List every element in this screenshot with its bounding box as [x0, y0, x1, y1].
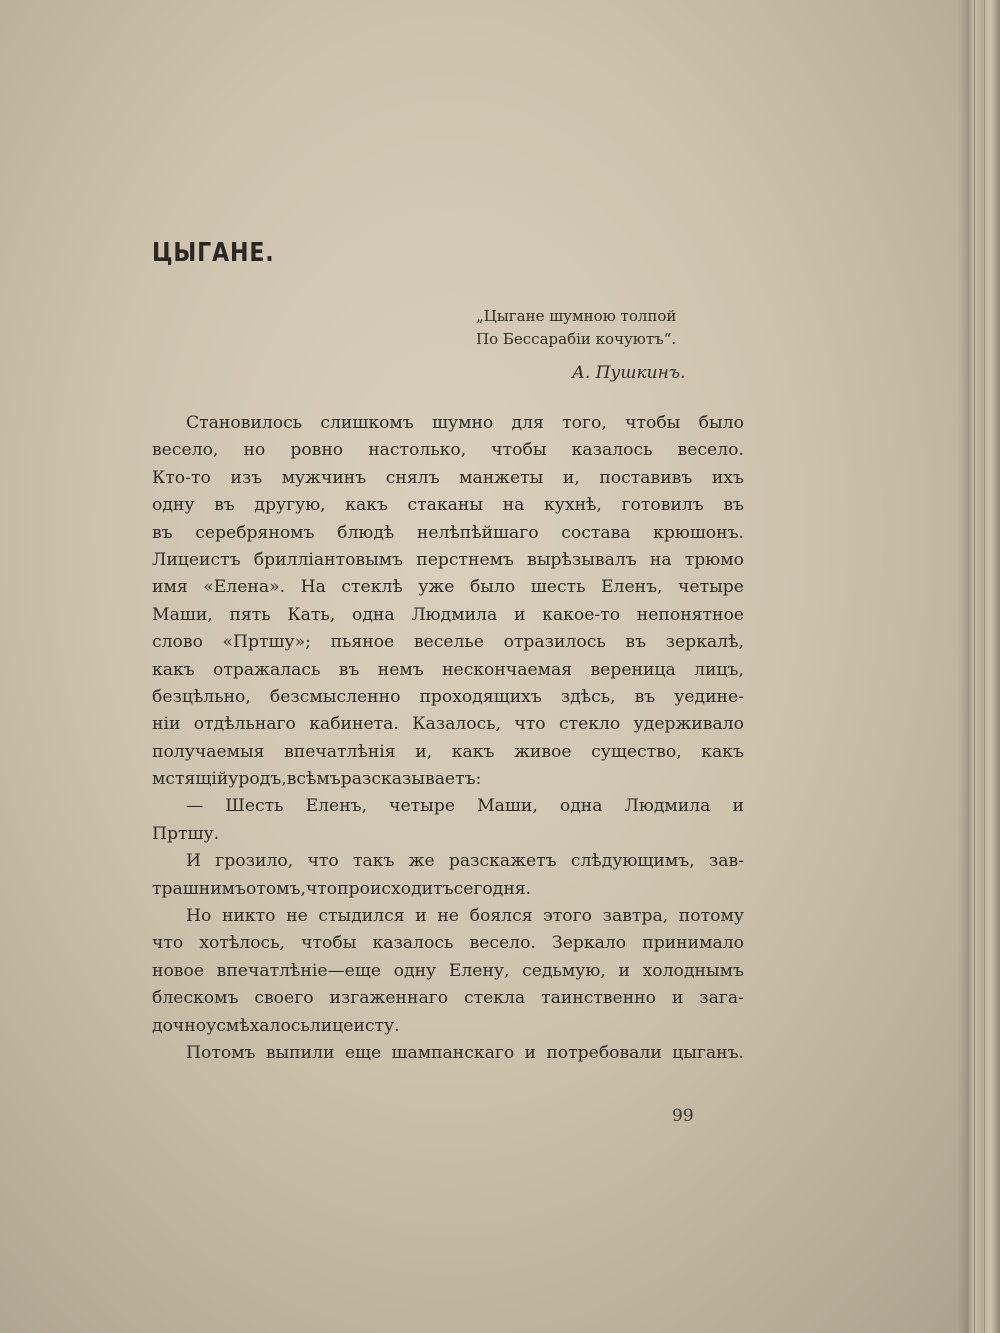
word: Становилось: [186, 413, 303, 433]
word: было: [698, 413, 744, 433]
epigraph-author: А. Пушкинъ.: [572, 363, 686, 383]
word: что: [305, 878, 338, 899]
word: шумно: [432, 413, 494, 433]
text-line: [152, 985, 744, 1012]
word: какое-то: [542, 604, 621, 625]
word: и: [524, 1042, 536, 1063]
word: И: [186, 851, 201, 872]
word: и: [415, 906, 427, 927]
text-line: [152, 520, 744, 547]
word: четыре: [389, 796, 456, 817]
word: еще: [344, 1042, 382, 1063]
word: что: [307, 851, 339, 872]
word: Кто-то: [152, 467, 211, 488]
word: трюмо: [684, 549, 744, 570]
word: въ: [214, 495, 235, 516]
word: весело,: [152, 440, 219, 461]
word: слѣдующимъ,: [570, 851, 695, 872]
word: дочно: [152, 1015, 207, 1036]
word: въ: [634, 686, 656, 707]
word: седьмую,: [522, 960, 606, 981]
word: и,: [415, 741, 433, 762]
word: отразилось: [503, 632, 606, 653]
word: шампанскаго: [391, 1042, 515, 1063]
word: происходитъ: [337, 878, 454, 899]
word: сегодня.: [453, 878, 532, 899]
text-line: [152, 958, 744, 985]
text-line: [152, 739, 744, 766]
word: уже: [418, 577, 455, 598]
word: живое: [514, 741, 572, 762]
word: Но: [186, 906, 212, 927]
word: что: [514, 714, 546, 735]
word: Шесть: [225, 796, 284, 817]
text-line: [152, 657, 744, 684]
page-stack-edge: [968, 0, 1000, 1333]
word: весело.: [469, 933, 536, 954]
word: же: [408, 851, 435, 872]
word: Еленъ,: [601, 577, 663, 598]
word: ніи: [152, 714, 181, 735]
text-line: [152, 793, 744, 820]
word: существо,: [591, 741, 682, 762]
word: и: [513, 604, 526, 625]
epigraph-line: „Цыгане шумною толпой: [476, 307, 677, 325]
body-text: [152, 410, 744, 1067]
word: шесть: [530, 577, 586, 598]
word: грозило,: [215, 851, 294, 872]
word: Елену,: [448, 960, 510, 981]
word: трашнимъ: [152, 878, 246, 899]
word: Людмила: [624, 796, 711, 817]
word: одну: [152, 495, 195, 516]
word: такъ: [352, 851, 395, 872]
word: Казалось,: [412, 714, 502, 735]
word: немъ: [377, 659, 424, 680]
text-line: [152, 1040, 744, 1067]
word: для: [511, 413, 544, 433]
word: цыганъ.: [672, 1042, 744, 1063]
word: Лицеистъ: [152, 549, 241, 570]
word: того,: [562, 413, 607, 433]
word: и,: [562, 467, 580, 488]
word: блескомъ: [152, 988, 239, 1009]
word: на: [649, 549, 672, 570]
word: таинственно: [541, 988, 656, 1009]
text-line: [152, 848, 744, 875]
word: и: [671, 988, 684, 1009]
word: имя: [152, 577, 188, 598]
word: безсмысленно: [269, 686, 401, 707]
word: другую,: [254, 495, 326, 516]
word: мужчинъ: [281, 467, 367, 488]
word: Маши,: [477, 796, 538, 817]
text-line: [152, 629, 744, 656]
word: стекло: [558, 714, 621, 735]
word: Людмила: [411, 604, 498, 625]
word: казалось: [372, 933, 454, 954]
text-line: [152, 684, 744, 711]
word: одна: [559, 796, 603, 817]
word: Пртшу.: [152, 823, 220, 844]
word: боялся: [469, 906, 533, 927]
word: крюшонъ.: [653, 522, 744, 543]
text-line: [152, 574, 744, 601]
word: получаемыя: [152, 741, 265, 762]
text-line: [152, 711, 744, 738]
word: зав-: [708, 851, 744, 872]
word: Еленъ,: [305, 796, 368, 817]
word: на: [502, 495, 525, 516]
word: Зеркало: [552, 933, 627, 954]
word: всѣмъ: [286, 769, 341, 790]
word: уродъ,: [228, 769, 287, 790]
word: стыдился: [318, 906, 405, 927]
word: въ: [723, 495, 744, 516]
text-line: [152, 492, 744, 519]
word: не: [437, 906, 459, 927]
word: впечатлѣнія: [284, 741, 396, 762]
word: казалось: [571, 440, 653, 461]
word: слово: [152, 632, 203, 653]
word: пять: [229, 604, 271, 625]
word: какъ: [701, 741, 744, 762]
word: кухнѣ,: [544, 495, 602, 516]
word: въ: [338, 659, 360, 680]
word: въ: [625, 632, 647, 653]
word: новое: [152, 960, 204, 981]
word: какъ: [345, 495, 388, 516]
word: вереница: [590, 659, 676, 680]
word: готовилъ: [621, 495, 704, 516]
word: какъ: [152, 659, 195, 680]
word: вырѣзывалъ: [527, 549, 637, 570]
text-line: [152, 1013, 744, 1040]
word: ровно: [290, 440, 344, 461]
word: чтобы: [625, 413, 681, 433]
text-line: [152, 410, 744, 437]
word: Потомъ: [186, 1042, 256, 1063]
chapter-title: ЦЫГАНЕ.: [152, 238, 275, 268]
epigraph-line: По Бессарабіи кочуютъ“.: [476, 330, 677, 348]
word: изъ: [230, 467, 263, 488]
word: непонятное: [636, 604, 744, 625]
word: потребовали: [546, 1042, 662, 1063]
word: о: [245, 878, 257, 899]
page-number: 99: [672, 1106, 694, 1126]
word: серебряномъ: [195, 522, 315, 543]
word: проходящихъ: [419, 686, 542, 707]
word: никто: [221, 906, 276, 927]
word: поставивъ: [599, 467, 693, 488]
word: что: [152, 933, 184, 954]
word: и: [618, 960, 630, 981]
word: уедине-: [674, 686, 744, 707]
word: одну: [393, 960, 437, 981]
word: не: [286, 906, 308, 927]
word: зага-: [699, 988, 744, 1009]
text-line: [152, 437, 744, 464]
word: лицъ,: [694, 659, 744, 680]
word: отражалась: [213, 659, 321, 680]
text-line: [152, 547, 744, 574]
text-line: [152, 821, 744, 848]
word: снялъ: [385, 467, 440, 488]
word: потому: [678, 906, 744, 927]
word: въ: [152, 522, 173, 543]
text-line: [152, 766, 744, 793]
word: но: [243, 440, 266, 461]
word: чтобы: [491, 440, 547, 461]
word: изгаженнаго: [329, 988, 449, 1009]
word: своего: [254, 988, 314, 1009]
word: отдѣльнаго: [193, 714, 296, 735]
word: зеркалѣ,: [665, 632, 744, 653]
epigraph: [476, 305, 776, 383]
word: кабинета.: [309, 714, 399, 735]
word: лицеисту.: [309, 1015, 400, 1036]
word: Кать,: [287, 604, 336, 625]
word: четыре: [678, 577, 744, 598]
text-line: [152, 876, 744, 903]
word: состава: [561, 522, 631, 543]
word: холоднымъ: [642, 960, 744, 981]
word: принимало: [642, 933, 744, 954]
word: чтобы: [301, 933, 357, 954]
word: томъ,: [256, 878, 306, 899]
word: —: [186, 796, 204, 817]
word: безцѣльно,: [152, 686, 251, 707]
word: усмѣхалось: [206, 1015, 310, 1036]
word: «Пртшу»;: [222, 632, 311, 653]
word: На: [300, 577, 326, 598]
word: нелѣпѣйшаго: [416, 522, 539, 543]
text-line: [152, 903, 744, 930]
word: хотѣлось,: [199, 933, 285, 954]
word: блюдѣ: [337, 522, 395, 543]
word: завтра,: [602, 906, 669, 927]
word: какъ: [451, 741, 495, 762]
word: разсказываетъ:: [340, 769, 482, 790]
word: мстящій: [152, 769, 229, 790]
word: манжеты: [459, 467, 544, 488]
word: этого: [543, 906, 593, 927]
text-line: [152, 930, 744, 957]
word: веселье: [413, 632, 484, 653]
word: перстнемъ: [416, 549, 514, 570]
word: разскажетъ: [448, 851, 557, 872]
word: стаканы: [407, 495, 484, 516]
word: выпили: [265, 1042, 335, 1063]
word: слишкомъ: [320, 413, 414, 433]
word: было: [469, 577, 516, 598]
word: «Елена».: [203, 577, 286, 598]
text-line: [152, 602, 744, 629]
text-line: [152, 465, 744, 492]
word: Маши,: [152, 604, 213, 625]
word: стекла: [463, 988, 526, 1009]
word: удерживало: [633, 714, 744, 735]
word: одна: [351, 604, 395, 625]
word: ихъ: [711, 467, 744, 488]
word: здѣсь,: [560, 686, 616, 707]
word: весело.: [677, 440, 744, 461]
word: впечатлѣніе—еще: [216, 960, 381, 981]
word: брилліантовымъ: [253, 549, 404, 570]
word: и: [732, 796, 744, 817]
word: стеклѣ: [341, 577, 403, 598]
word: пьяное: [330, 632, 395, 653]
word: нескончаемая: [442, 659, 573, 680]
word: настолько,: [368, 440, 467, 461]
